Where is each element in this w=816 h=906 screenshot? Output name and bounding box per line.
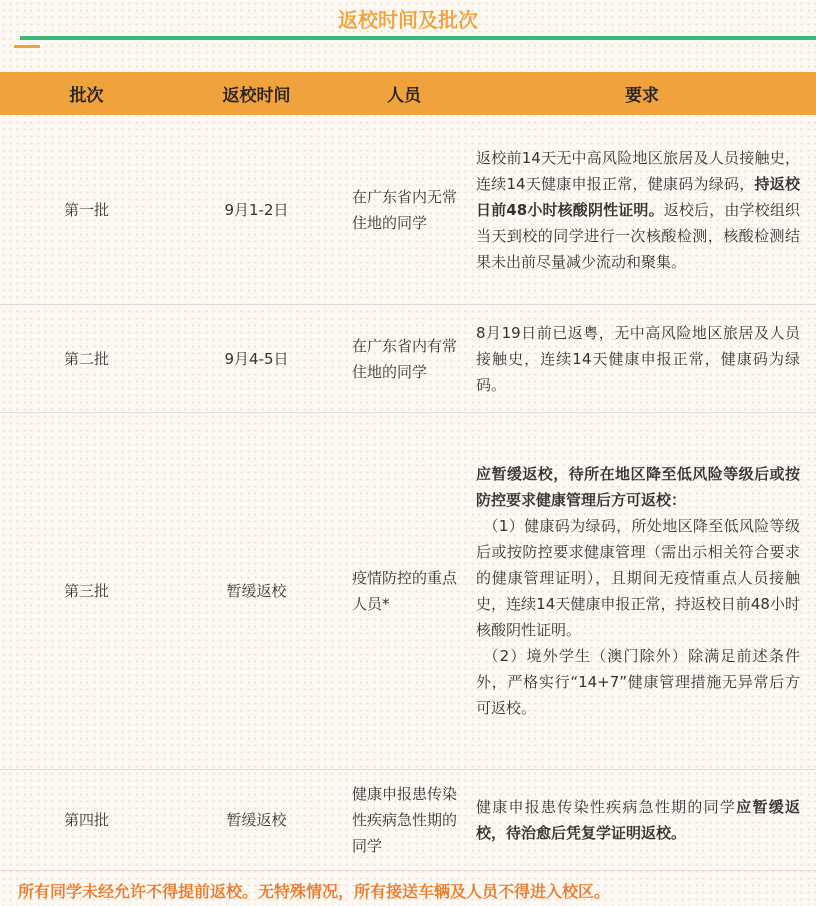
footer-notice: 所有同学未经允许不得提前返校。无特殊情况，所有接送车辆及人员不得进入校区。 (18, 882, 611, 901)
table-row (0, 115, 816, 305)
requirement-text: 健康申报患传染性疾病急性期的同学 (476, 798, 737, 816)
time-cell: 暂缓返校 (173, 770, 340, 871)
people-cell: 健康申报患传染性疾病急性期的同学 (340, 770, 468, 871)
requirement-text: 返校后，由学校组织当天到校的同学进行一次核酸检测，核酸检测结果未出前尽量减少流动和聚集。 (476, 200, 800, 271)
requirement-cell (468, 305, 816, 413)
header-time: 返校时间 (173, 72, 340, 115)
batch-cell: 第四批 (0, 770, 173, 871)
table-header-row (0, 72, 816, 115)
requirement-text: 返校前14天无中高风险地区旅居及人员接触史，连续14天健康申报正常，健康码为绿码， (476, 148, 800, 193)
people-cell: 疫情防控的重点人员* (340, 413, 468, 770)
time-cell: 9月1-2日 (173, 115, 340, 305)
header-requirement: 要求 (468, 72, 816, 115)
green-divider (20, 36, 816, 40)
requirement-bold-text: 应暂缓返校，待所在地区降至低风险等级后或按防控要求健康管理后方可返校： (476, 465, 800, 509)
requirement-cell (468, 413, 816, 770)
table-row (0, 305, 816, 413)
batch-cell: 第三批 (0, 413, 173, 770)
table-row (0, 770, 816, 871)
requirement-bold-text: 持返校日前48小时核酸阴性证明。 (476, 174, 800, 219)
people-cell: 在广东省内无常住地的同学 (340, 115, 468, 305)
time-cell: 暂缓返校 (173, 413, 340, 770)
requirement-cell (468, 770, 816, 871)
batch-cell: 第一批 (0, 115, 173, 305)
orange-accent-bar (14, 45, 40, 48)
header-people: 人员 (340, 72, 468, 115)
people-cell: 在广东省内有常住地的同学 (340, 305, 468, 413)
requirement-bold-text: 应暂缓返校，待治愈后凭复学证明返校。 (476, 798, 800, 842)
header-batch: 批次 (0, 72, 173, 115)
requirement-text: 8月19日前已返粤，无中高风险地区旅居及人员接触史，连续14天健康申报正常，健康码为绿码。 (476, 323, 800, 394)
table-row (0, 413, 816, 770)
requirement-item-1: （1）健康码为绿码，所处地区降至低风险等级后或按防控要求健康管理（需出示相关符合要求的健康管理证明），且期间无疫情重点人员接触史，连续14天健康申报正常，持返校日前48小时核酸阴性证明。 (476, 517, 800, 639)
requirement-cell (468, 115, 816, 305)
requirement-item-2: （2）境外学生（澳门除外）除满足前述条件外，严格实行“14+7”健康管理措施无异常后方可返校。 (476, 647, 800, 717)
batch-cell: 第二批 (0, 305, 173, 413)
schedule-table (0, 72, 816, 871)
page-title: 返校时间及批次 (338, 8, 478, 32)
time-cell: 9月4-5日 (173, 305, 340, 413)
